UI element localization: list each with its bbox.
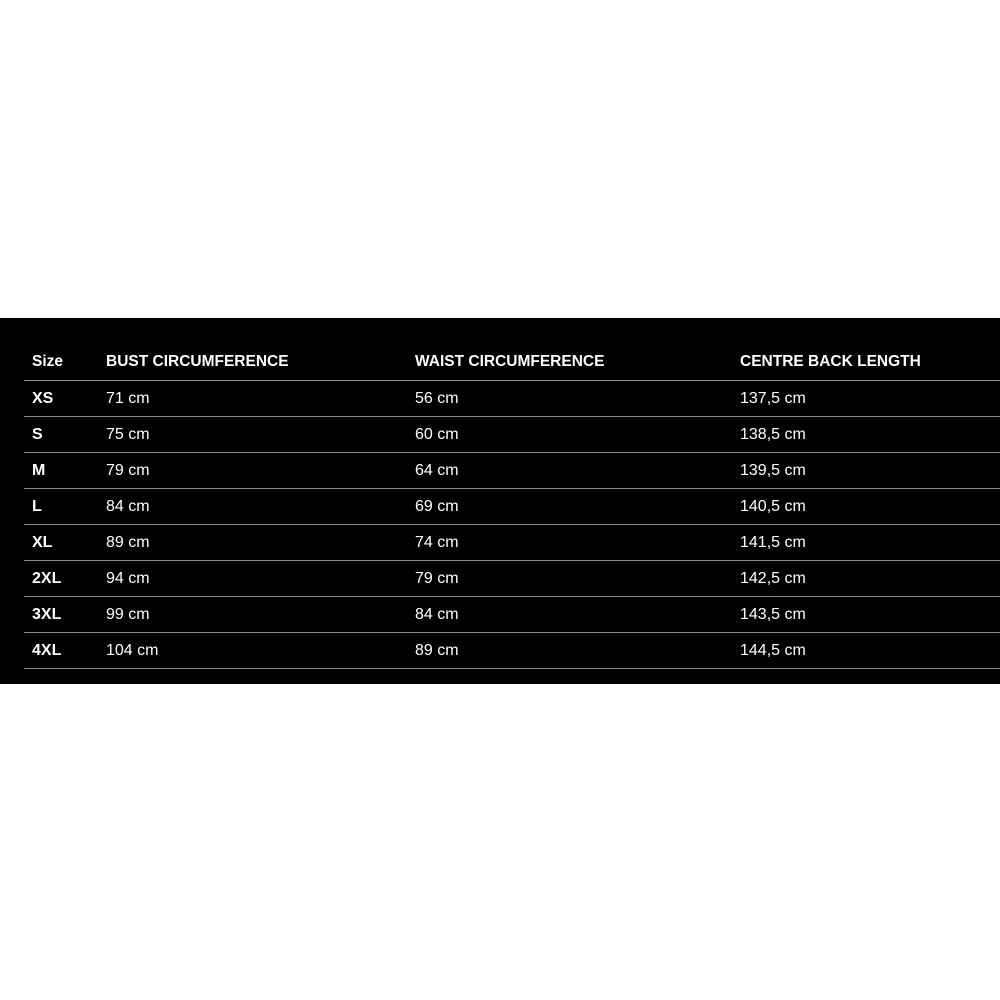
table-row [24,633,1000,669]
back-length-cell: 139,5 cm [740,453,1000,489]
waist-cell: 69 cm [415,489,740,525]
table-row [24,453,1000,489]
waist-cell: 84 cm [415,597,740,633]
size-cell: XL [24,525,106,561]
size-cell: S [24,417,106,453]
size-cell: L [24,489,106,525]
back-length-cell: 141,5 cm [740,525,1000,561]
back-length-cell: 138,5 cm [740,417,1000,453]
size-cell: 2XL [24,561,106,597]
back-length-cell: 137,5 cm [740,381,1000,417]
bust-cell: 79 cm [106,453,415,489]
back-length-cell: 140,5 cm [740,489,1000,525]
table-row [24,597,1000,633]
table-row [24,525,1000,561]
waist-cell: 89 cm [415,633,740,669]
bust-cell: 84 cm [106,489,415,525]
header-row [24,344,1000,381]
bust-cell: 75 cm [106,417,415,453]
size-cell: 3XL [24,597,106,633]
header-bust: BUST CIRCUMFERENCE [106,344,415,381]
back-length-cell: 142,5 cm [740,561,1000,597]
table-row [24,381,1000,417]
table-row [24,417,1000,453]
waist-cell: 56 cm [415,381,740,417]
header-size: Size [24,344,106,381]
size-cell: 4XL [24,633,106,669]
bust-cell: 89 cm [106,525,415,561]
table-row [24,561,1000,597]
waist-cell: 60 cm [415,417,740,453]
header-back-length: CENTRE BACK LENGTH [740,344,1000,381]
size-cell: M [24,453,106,489]
waist-cell: 79 cm [415,561,740,597]
size-chart-panel [0,318,1000,684]
size-cell: XS [24,381,106,417]
waist-cell: 64 cm [415,453,740,489]
bust-cell: 104 cm [106,633,415,669]
back-length-cell: 144,5 cm [740,633,1000,669]
back-length-cell: 143,5 cm [740,597,1000,633]
table-row [24,489,1000,525]
bust-cell: 71 cm [106,381,415,417]
waist-cell: 74 cm [415,525,740,561]
size-chart-table [24,344,1000,669]
header-waist: WAIST CIRCUMFERENCE [415,344,740,381]
bust-cell: 99 cm [106,597,415,633]
bust-cell: 94 cm [106,561,415,597]
